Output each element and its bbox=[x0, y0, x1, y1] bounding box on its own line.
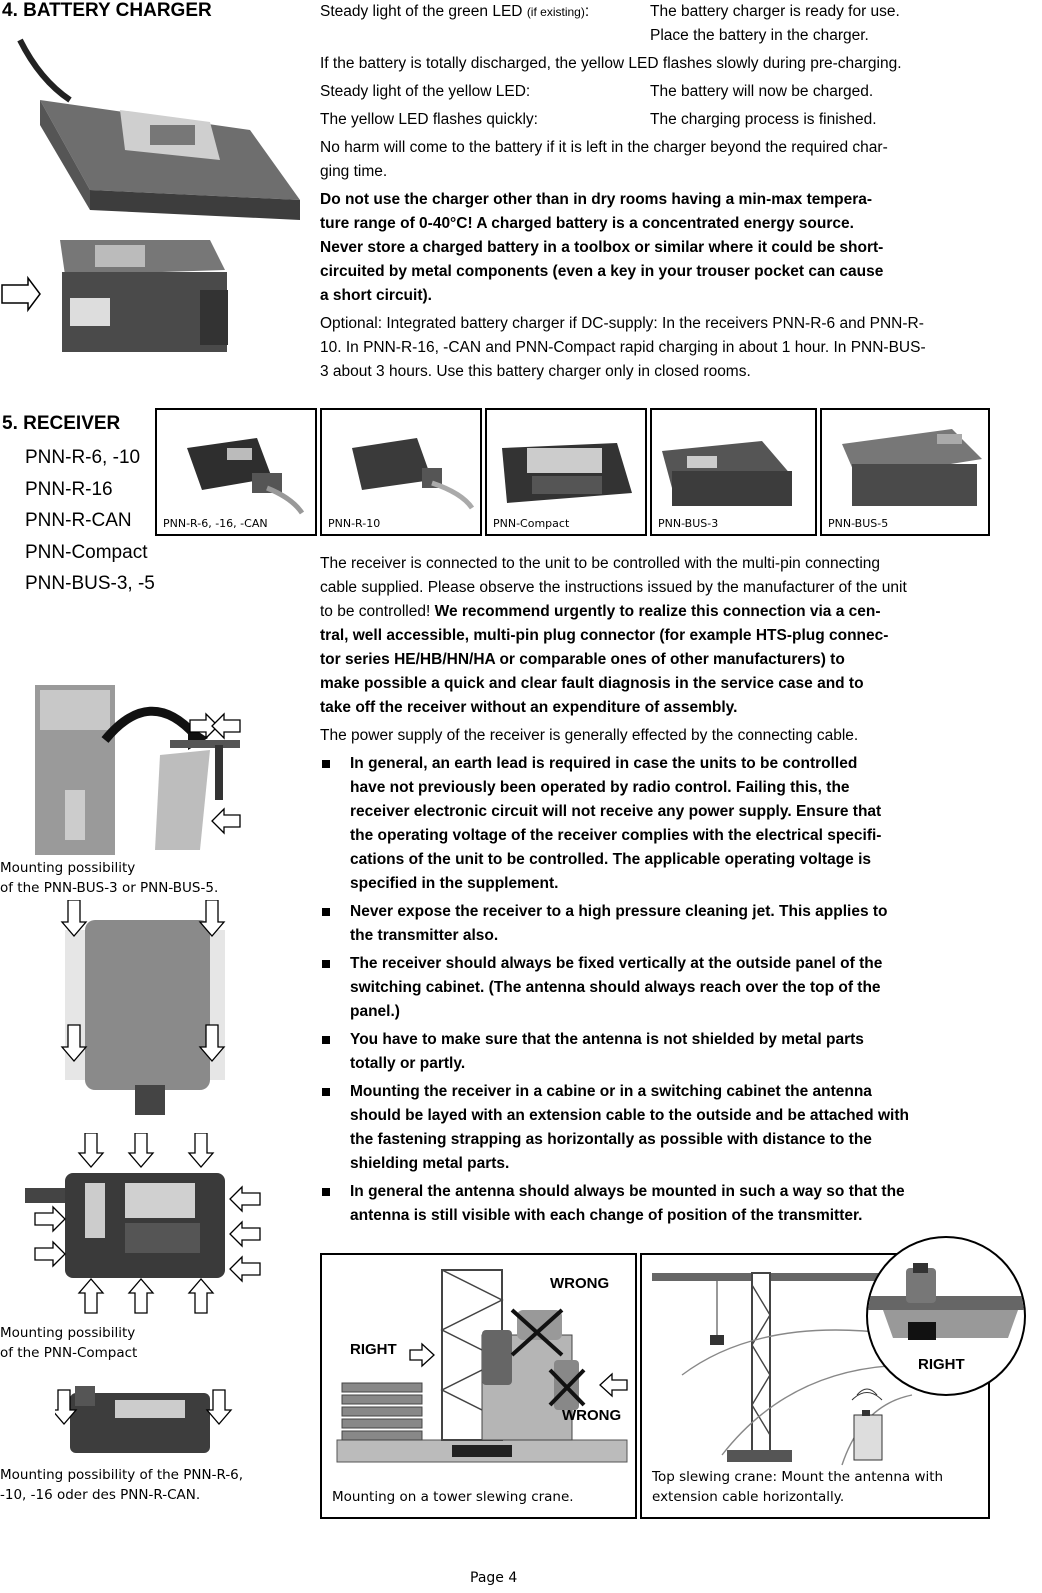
bullet-line: In general, an earth lead is required in case the units to be controlled bbox=[350, 755, 858, 772]
intro-bold-line: tral, well accessible, multi-pin plug connector (for example HTS-plug connec- bbox=[320, 627, 889, 644]
product-box-compact bbox=[485, 408, 647, 536]
bullet-line: should be layed with an extension cable to the outside and be attached with bbox=[350, 1107, 909, 1124]
receiver-r6-photo bbox=[157, 418, 315, 518]
caption-tower: Mounting on a tower slewing crane. bbox=[332, 1489, 574, 1505]
led-green-label: Steady light of the green LED bbox=[320, 3, 523, 20]
mounting-r-illustration bbox=[55, 1378, 235, 1463]
figure-tower-crane bbox=[320, 1253, 637, 1519]
intro-line-bold: We recommend urgently to realize this connection via a cen- bbox=[434, 603, 881, 620]
label-wrong-bottom: WRONG bbox=[562, 1407, 622, 1424]
warning-line: a short circuit). bbox=[320, 287, 432, 304]
caption-bus bbox=[0, 858, 218, 898]
receiver-compact-photo bbox=[487, 418, 645, 518]
bullet-line: panel.) bbox=[350, 1003, 400, 1020]
caption-line: of the PNN-Compact bbox=[0, 1345, 138, 1361]
warning-line: circuited by metal components (even a key in your trouser pocket can cause bbox=[320, 263, 884, 280]
receiver-bus3-photo bbox=[652, 416, 815, 516]
bullet-item bbox=[320, 752, 1000, 896]
intro-bold-line: take off the receiver without an expenditure of assembly. bbox=[320, 699, 738, 716]
led-green-colon: : bbox=[584, 3, 590, 20]
led-row-yellow-steady bbox=[320, 80, 1020, 104]
intro-line: cable supplied. Please observe the instructions issued by the manufacturer of the unit bbox=[320, 579, 907, 596]
bullet-line: You have to make sure that the antenna is not shielded by metal parts bbox=[350, 1031, 864, 1048]
label-right-inset: RIGHT bbox=[918, 1356, 965, 1373]
product-label: PNN-BUS-3 bbox=[658, 517, 719, 530]
bullet-line: receiver electronic circuit will not receive any power supply. Ensure that bbox=[350, 803, 882, 820]
page-number: Page 4 bbox=[470, 1570, 518, 1586]
label-right: RIGHT bbox=[350, 1341, 397, 1358]
model-item: PNN-Compact bbox=[25, 541, 148, 563]
led-green-meaning: The battery charger is ready for use. bbox=[650, 3, 900, 20]
caption-line: of the PNN-BUS-3 or PNN-BUS-5. bbox=[0, 880, 219, 896]
bullet-line: Mounting the receiver in a cabine or in a switching cabinet the antenna bbox=[350, 1083, 872, 1100]
bullet-line: specified in the supplement. bbox=[350, 875, 559, 892]
optional-line: 3 about 3 hours. Use this battery charger only in closed rooms. bbox=[320, 363, 751, 380]
magnified-antenna-inset bbox=[866, 1236, 1026, 1396]
led-row-green bbox=[320, 0, 1020, 48]
optional-line: 10. In PNN-R-16, -CAN and PNN-Compact rapid charging in about 1 hour. In PNN-BUS- bbox=[320, 339, 926, 356]
battery-charger-text bbox=[320, 0, 1020, 384]
receiver-r10-photo bbox=[322, 418, 480, 518]
caption-line: Mounting possibility of the PNN-R-6, bbox=[0, 1467, 244, 1483]
caption-r bbox=[0, 1465, 243, 1505]
bullet-line: Never expose the receiver to a high pressure cleaning jet. This applies to bbox=[350, 903, 888, 920]
optional-line: Optional: Integrated battery charger if DC-supply: In the receivers PNN-R-6 and PNN-R- bbox=[320, 315, 924, 332]
bullet-line: the fastening strapping as horizontally as possible with distance to the bbox=[350, 1131, 872, 1148]
receiver-model-list bbox=[25, 442, 155, 600]
model-item: PNN-R-CAN bbox=[25, 510, 132, 531]
product-box-r10 bbox=[320, 408, 482, 536]
harm-paragraph bbox=[320, 136, 1020, 184]
caption-line: -10, -16 oder des PNN-R-CAN. bbox=[0, 1487, 201, 1503]
warning-paragraph bbox=[320, 188, 1020, 308]
intro-line-normal: to be controlled! bbox=[320, 603, 435, 620]
harm-line-2: ging time. bbox=[320, 163, 388, 180]
section-heading-receiver: 5. RECEIVER bbox=[2, 413, 121, 434]
bullet-line: In general the antenna should always be mounted in such a way so that the bbox=[350, 1183, 905, 1200]
bullet-line: have not previously been operated by radio control. Failing this, the bbox=[350, 779, 850, 796]
caption-line: extension cable horizontally. bbox=[652, 1489, 845, 1505]
intro-bold-line: make possible a quick and clear fault diagnosis in the service case and to bbox=[320, 675, 864, 692]
model-item: PNN-R-16 bbox=[25, 478, 113, 500]
warning-line: Never store a charged battery in a toolbox or similar where it could be short- bbox=[320, 239, 884, 256]
section-heading-battery-charger: 4. BATTERY CHARGER bbox=[2, 0, 212, 21]
bullet-line: the transmitter also. bbox=[350, 927, 499, 944]
product-box-r6 bbox=[155, 408, 317, 536]
led-row-yellow-quick bbox=[320, 108, 1020, 132]
caption-top-slewing bbox=[652, 1467, 943, 1507]
led-yellow-quick-meaning: The charging process is finished. bbox=[650, 111, 877, 128]
precharge-line: If the battery is totally discharged, the yellow LED flashes slowly during pre-charging. bbox=[320, 55, 902, 72]
mounting-bus-illustration bbox=[30, 680, 260, 865]
caption-compact bbox=[0, 1323, 137, 1363]
optional-paragraph bbox=[320, 312, 1020, 384]
warning-line: Do not use the charger other than in dry rooms having a min-max tempera- bbox=[320, 191, 873, 208]
bullet-line: totally or partly. bbox=[350, 1055, 466, 1072]
caption-line: Mounting possibility bbox=[0, 860, 136, 876]
bullet-item bbox=[320, 1180, 1000, 1228]
bullet-line: cations of the unit to be controlled. The applicable operating voltage is bbox=[350, 851, 872, 868]
label-wrong-top: WRONG bbox=[550, 1275, 610, 1292]
tower-crane-drawing bbox=[322, 1255, 635, 1517]
harm-line-1: No harm will come to the battery if it is left in the charger beyond the required char- bbox=[320, 139, 888, 156]
product-box-bus3 bbox=[650, 408, 817, 536]
led-yellow-steady-label: Steady light of the yellow LED: bbox=[320, 83, 531, 100]
bullet-item bbox=[320, 952, 1000, 1024]
bullet-item bbox=[320, 900, 1000, 948]
model-item: PNN-R-6, -10 bbox=[25, 447, 141, 468]
intro-line: The receiver is connected to the unit to be controlled with the multi-pin connecting bbox=[320, 555, 881, 572]
product-label: PNN-BUS-5 bbox=[828, 517, 889, 530]
mounting-compact-illustration bbox=[15, 1133, 265, 1318]
product-label: PNN-Compact bbox=[493, 517, 570, 530]
bullet-line: switching cabinet. (The antenna should always reach over the top of the bbox=[350, 979, 881, 996]
receiver-bus5-photo bbox=[822, 414, 988, 514]
bullet-line: antenna is still visible with each change of position of the transmitter. bbox=[350, 1207, 863, 1224]
led-green-note: (if existing) bbox=[526, 5, 585, 19]
caption-line: Mounting possibility bbox=[0, 1325, 136, 1341]
model-item: PNN-BUS-3, -5 bbox=[25, 573, 155, 594]
bullet-line: the operating voltage of the receiver complies with the electrical specifi- bbox=[350, 827, 882, 844]
product-box-bus5 bbox=[820, 408, 990, 536]
intro-line bbox=[320, 600, 1000, 624]
bullet-item bbox=[320, 1080, 1000, 1176]
led-yellow-quick-label: The yellow LED flashes quickly: bbox=[320, 111, 538, 128]
battery-charger-photo bbox=[0, 30, 310, 360]
warning-line: ture range of 0-40°C! A charged battery is a concentrated energy source. bbox=[320, 215, 854, 232]
product-label: PNN-R-6, -16, -CAN bbox=[163, 517, 268, 530]
product-label: PNN-R-10 bbox=[328, 517, 381, 530]
bullet-line: shielding metal parts. bbox=[350, 1155, 510, 1172]
intro-bold-line: tor series HE/HB/HN/HA or comparable ones of other manufacturers) to bbox=[320, 651, 845, 668]
receiver-bullet-list bbox=[320, 752, 1000, 1228]
receiver-text bbox=[320, 552, 1000, 1232]
bullet-line: The receiver should always be fixed vertically at the outside panel of the bbox=[350, 955, 883, 972]
caption-line: Top slewing crane: Mount the antenna with bbox=[652, 1469, 944, 1485]
power-supply-line: The power supply of the receiver is generally effected by the connecting cable. bbox=[320, 727, 859, 744]
led-yellow-steady-meaning: The battery will now be charged. bbox=[650, 83, 874, 100]
led-green-meaning-2: Place the battery in the charger. bbox=[650, 27, 869, 44]
bullet-item bbox=[320, 1028, 1000, 1076]
mounting-bus5-illustration bbox=[50, 900, 240, 1125]
